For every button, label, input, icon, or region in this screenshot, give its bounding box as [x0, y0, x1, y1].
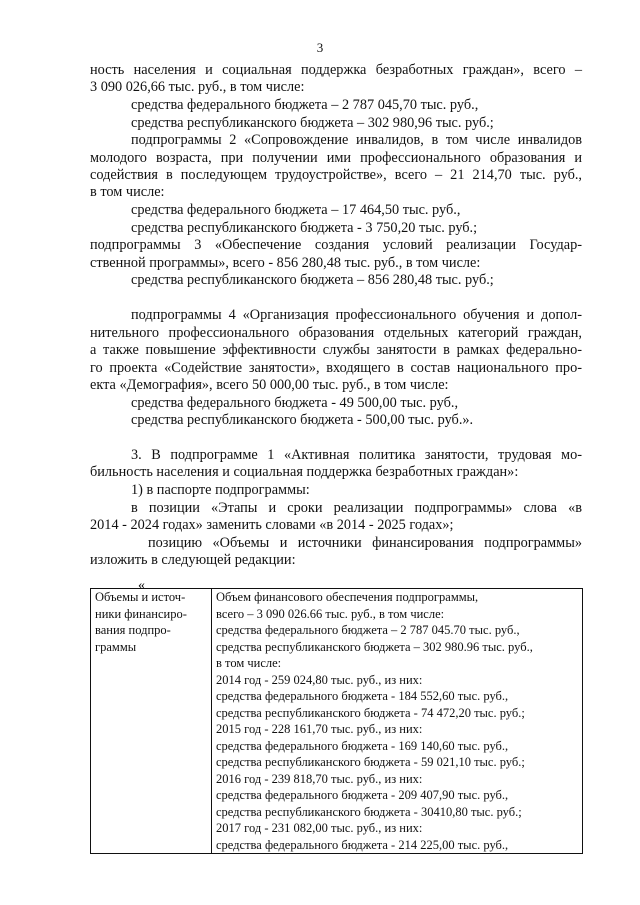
- body-line: нительного профессионального образования отдельных категорий граждан,: [90, 325, 582, 341]
- value-line: средства федерального бюджета - 184 552,60 тыс. руб.,: [216, 689, 509, 703]
- value-line: средства республиканского бюджета – 302 980.96 тыс. руб.,: [216, 639, 533, 654]
- body-line: в том числе:: [90, 184, 165, 200]
- value-line: всего – 3 090 026.66 тыс. руб., в том числе:: [216, 606, 445, 621]
- body-line: содействия в последующем трудоустройстве», всего – 21 214,70 тыс. руб.,: [90, 167, 582, 183]
- body-line: средства федерального бюджета – 17 464,50 тыс. руб.,: [131, 202, 461, 218]
- body-line: а также повышение эффективности службы занятости в рамках федерально-: [90, 342, 582, 358]
- value-line: средства федерального бюджета - 214 225,00 тыс. руб.,: [216, 837, 509, 852]
- body-line: средства республиканского бюджета - 3 750,20 тыс. руб.;: [131, 220, 478, 236]
- body-line: средства республиканского бюджета – 856 280,48 тыс. руб.;: [131, 272, 494, 288]
- body-line: средства федерального бюджета – 2 787 045,70 тыс. руб.,: [131, 97, 479, 113]
- body-line: изложить в следующей редакции:: [90, 552, 296, 568]
- body-line: подпрограммы 4 «Организация профессионального обучения и допол-: [131, 307, 582, 323]
- body-line: молодого возраста, при получении ими профессионального образования и: [90, 150, 582, 166]
- label-line: Объемы и источ-: [95, 590, 186, 604]
- value-line: 2017 год - 231 082,00 тыс. руб., из них:: [216, 821, 423, 835]
- value-line: Объем финансового обеспечения подпрограммы,: [216, 590, 479, 604]
- body-line: средства федерального бюджета - 49 500,00 тыс. руб.,: [131, 395, 459, 411]
- body-line: 1) в паспорте подпрограммы:: [131, 482, 310, 498]
- label-line: вания подпро-: [95, 623, 171, 637]
- value-line: средства республиканского бюджета - 59 021,10 тыс. руб.;: [216, 755, 525, 769]
- body-line: ность населения и социальная поддержка безработных граждан», всего –: [90, 62, 582, 78]
- table-label-cell: [91, 589, 212, 854]
- body-line: подпрограммы 2 «Сопровождение инвалидов, в том числе инвалидов: [131, 132, 582, 148]
- body-line: 2014 - 2024 годах» заменить словами «в 2014 - 2025 годах»;: [90, 517, 454, 533]
- table-value-cell: [212, 589, 583, 854]
- body-line: 3 090 026,66 тыс. руб., в том числе:: [90, 79, 305, 95]
- body-line: екта «Демография», всего 50 000,00 тыс. руб., в том числе:: [90, 377, 449, 393]
- value-line: средства федерального бюджета - 169 140,60 тыс. руб.,: [216, 738, 509, 753]
- page-number: 3: [316, 40, 324, 55]
- body-line: го проекта «Содействие занятости», входящего в состав национального про-: [90, 360, 582, 376]
- body-line: бильность населения и социальная поддержка безработных граждан»:: [90, 464, 519, 480]
- body-line: позицию «Объемы и источники финансирования подпрограммы»: [148, 535, 582, 551]
- value-line: средства республиканского бюджета - 74 472,20 тыс. руб.;: [216, 705, 525, 720]
- label-line: ники финансиро-: [95, 606, 187, 621]
- body-line: подпрограммы 3 «Обеспечение создания условий реализации Государ-: [90, 237, 582, 253]
- value-line: 2014 год - 259 024,80 тыс. руб., из них:: [216, 672, 423, 687]
- value-line: средства республиканского бюджета - 30410,80 тыс. руб.;: [216, 804, 522, 819]
- label-line: граммы: [95, 639, 137, 654]
- passport-table: [90, 588, 583, 854]
- body-line: в позиции «Этапы и сроки реализации подпрограммы» слова «в: [131, 500, 582, 516]
- value-line: средства федерального бюджета - 209 407,90 тыс. руб.,: [216, 788, 509, 802]
- table-row: [91, 589, 583, 854]
- value-line: 2015 год - 228 161,70 тыс. руб., из них:: [216, 722, 423, 736]
- value-line: в том числе:: [216, 656, 282, 670]
- value-line: средства федерального бюджета – 2 787 045.70 тыс. руб.,: [216, 623, 520, 637]
- body-line: средства республиканского бюджета – 302 980,96 тыс. руб.;: [131, 115, 494, 131]
- body-line: 3. В подпрограмме 1 «Активная политика занятости, трудовая мо-: [131, 447, 582, 463]
- body-line: ственной программы», всего - 856 280,48 тыс. руб., в том числе:: [90, 255, 481, 271]
- opening-quote: «: [138, 578, 145, 593]
- value-line: 2016 год - 239 818,70 тыс. руб., из них:: [216, 771, 423, 786]
- body-line: средства республиканского бюджета - 500,00 тыс. руб.».: [131, 412, 474, 428]
